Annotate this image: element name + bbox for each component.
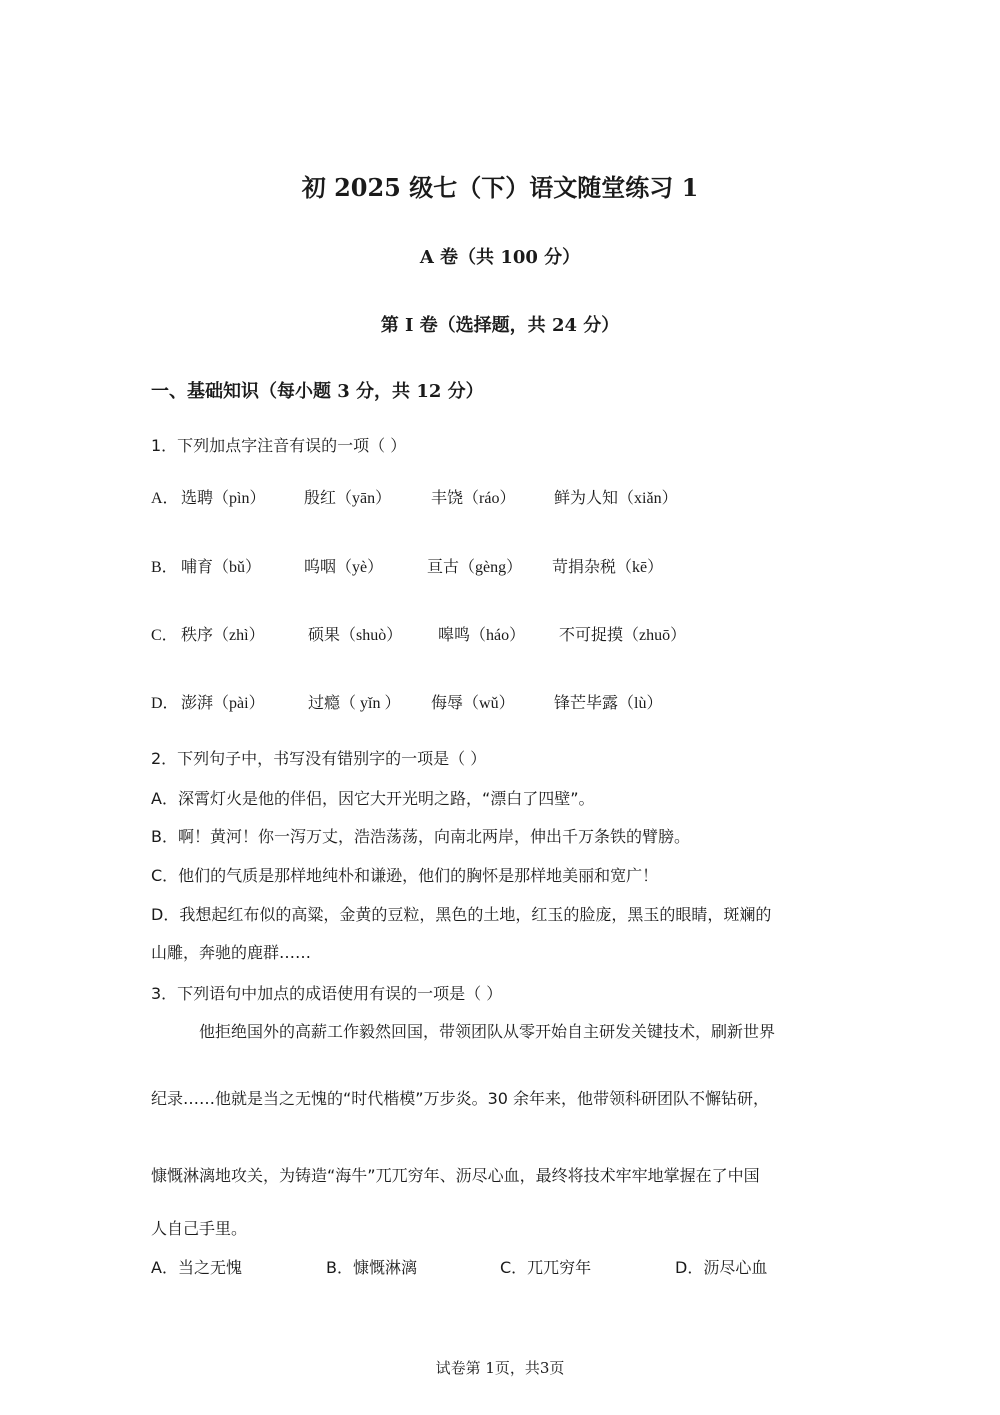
option-item: 选聘（pìn） xyxy=(181,488,266,507)
option-item: 丰饶（ráo） xyxy=(431,488,516,507)
question-1-stem: 1．下列加点字注音有误的一项（ ） xyxy=(151,436,407,455)
option-item: 嗥鸣（háo） xyxy=(438,625,526,644)
question-2-option-b: B．啊！黄河！你一泻万丈，浩浩荡荡，向南北两岸，伸出千万条铁的臂膀。 xyxy=(151,827,690,846)
option-item: 呜咽（yè） xyxy=(304,557,384,576)
option-label: C． xyxy=(151,627,178,644)
question-3-choice-d: D．沥尽心血 xyxy=(675,1258,768,1277)
page-title: 初 2025 级七（下）语文随堂练习 1 xyxy=(301,173,699,202)
option-label: D． xyxy=(151,695,179,712)
option-item: 亘古（gèng） xyxy=(427,557,523,576)
basic-knowledge-heading: 一、基础知识（每小题 3 分，共 12 分） xyxy=(151,381,484,402)
question-2-option-d-continued: 山雕，奔驰的鹿群…… xyxy=(151,943,312,962)
question-3-choice-c: C．兀兀穷年 xyxy=(500,1258,592,1277)
option-item: 侮辱（wǔ） xyxy=(431,693,515,712)
option-item: 苛捐杂税（kē） xyxy=(552,557,664,576)
passage-line: 慷慨淋漓地攻关，为铸造“海牛”兀兀穷年、沥尽心血，最终将技术牢牢地掌握在了中国 xyxy=(151,1166,760,1185)
question-2-option-a: A．深霄灯火是他的伴侣，因它大开光明之路，“漂白了四壁”。 xyxy=(151,789,595,808)
option-item: 过瘾（ yǐn ） xyxy=(308,693,401,712)
option-item: 锋芒毕露（lù） xyxy=(554,693,663,712)
section-a-heading: A 卷（共 100 分） xyxy=(419,247,581,268)
option-item: 鲜为人知（xiǎn） xyxy=(554,488,678,507)
option-item: 秩序（zhì） xyxy=(181,625,265,644)
option-item: 不可捉摸（zhuō） xyxy=(559,625,687,644)
option-item: 殷红（yān） xyxy=(304,488,392,507)
question-2-option-c: C．他们的气质是那样地纯朴和谦逊，他们的胸怀是那样地美丽和宽广！ xyxy=(151,866,659,885)
option-label: A． xyxy=(151,490,179,507)
option-label: B． xyxy=(151,559,178,576)
question-3-choice-b: B．慷慨淋漓 xyxy=(326,1258,417,1277)
passage-line: 纪录……他就是当之无愧的“时代楷模”万步炎。30 余年来，他带领科研团队不懈钻研， xyxy=(151,1089,770,1108)
question-2-option-d: D．我想起红布似的高粱，金黄的豆粒，黑色的土地，红玉的脸庞，黑玉的眼睛，斑斓的 xyxy=(151,905,772,924)
passage-line: 人自己手里。 xyxy=(151,1219,248,1238)
question-3-choice-a: A．当之无愧 xyxy=(151,1258,242,1277)
passage-line: 他拒绝国外的高薪工作毅然回国，带领团队从零开始自主研发关键技术，刷新世界 xyxy=(199,1022,776,1041)
option-item: 硕果（shuò） xyxy=(308,625,403,644)
question-3-stem: 3．下列语句中加点的成语使用有误的一项是（ ） xyxy=(151,984,503,1003)
option-item: 澎湃（pài） xyxy=(181,693,265,712)
page-footer: 试卷第 1页，共3页 xyxy=(435,1359,565,1377)
part-one-heading: 第 Ⅰ 卷（选择题，共 24 分） xyxy=(380,315,620,336)
option-item: 哺育（bǔ） xyxy=(181,557,262,576)
question-2-stem: 2．下列句子中，书写没有错别字的一项是（ ） xyxy=(151,749,487,768)
